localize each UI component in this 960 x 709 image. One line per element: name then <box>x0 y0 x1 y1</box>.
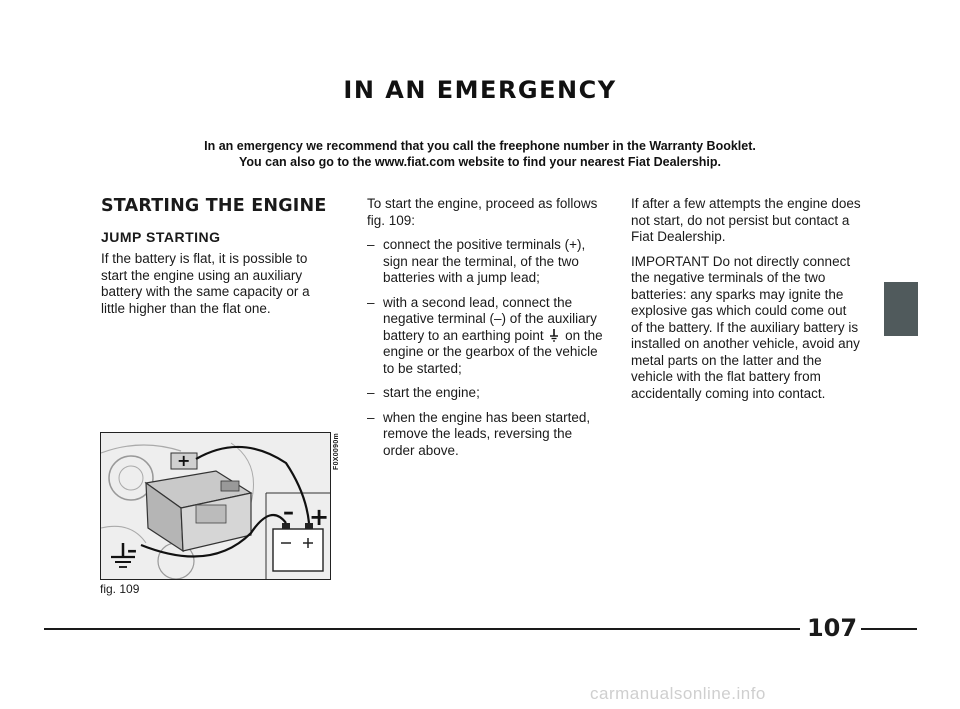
figure-minus-aux: – <box>283 500 294 525</box>
procedure-steps <box>367 237 603 459</box>
step-4: – when the engine has been started, remove the leads, reversing the order above. <box>367 410 603 460</box>
step-3: – start the engine; <box>367 385 603 402</box>
footer-rule-left <box>44 628 800 630</box>
important-paragraph: IMPORTANT Do not directly connect the negative terminals of the two batteries: any sparks may ignite the explosive gas which could come out of the battery. If the auxiliary battery is installed on another vehicle, avoid any metal parts on the latter and the vehicle with the flat battery from accidentally coming into contact. <box>631 253 860 401</box>
jump-start-intro: If the battery is flat, it is possible to start the engine using an auxiliary battery with the same capacity or a little higher than the flat one. <box>101 251 310 316</box>
figure-plus-flat: + <box>177 451 191 470</box>
column-2 <box>367 196 603 467</box>
jump-start-figure <box>100 432 331 580</box>
page-title: IN AN EMERGENCY <box>343 76 617 104</box>
watermark: carmanualsonline.info <box>590 684 766 703</box>
step-2-before: with a second lead, connect the negative terminal (–) of the auxiliary battery to an earthing point <box>383 294 597 343</box>
figure-illustration <box>101 433 330 579</box>
footer-rule-right <box>861 628 917 630</box>
step-1: – connect the positive terminals (+), sign near the terminal, of the two batteries with a jump lead; <box>367 237 603 287</box>
column-1 <box>101 196 331 325</box>
intro-line-1: In an emergency we recommend that you call the freephone number in the Warranty Booklet. <box>204 139 756 153</box>
ground-icon <box>549 329 559 342</box>
column-3 <box>631 196 861 410</box>
intro-note <box>100 138 860 170</box>
advice-paragraph: If after a few attempts the engine does not start, do not persist but contact a Fiat Dealership. <box>631 196 861 244</box>
procedure-lead: To start the engine, proceed as follows fig. 109: <box>367 196 598 228</box>
subheading: JUMP STARTING <box>101 228 221 245</box>
figure-plus-aux: + <box>309 503 330 531</box>
intro-line-2: You can also go to the www.fiat.com website to find your nearest Fiat Dealership. <box>238 155 722 169</box>
figure-minus-earth: – <box>127 538 137 562</box>
page-number: 107 <box>806 614 858 642</box>
step-2-after: on the engine or the gearbox of the vehicle to be started; <box>383 327 603 376</box>
figure-code: F0X0090m <box>333 432 340 470</box>
step-2 <box>367 295 603 378</box>
section-heading: STARTING THE ENGINE <box>101 196 327 216</box>
figure-label: fig. 109 <box>100 582 140 596</box>
section-tab-marker <box>884 282 918 336</box>
